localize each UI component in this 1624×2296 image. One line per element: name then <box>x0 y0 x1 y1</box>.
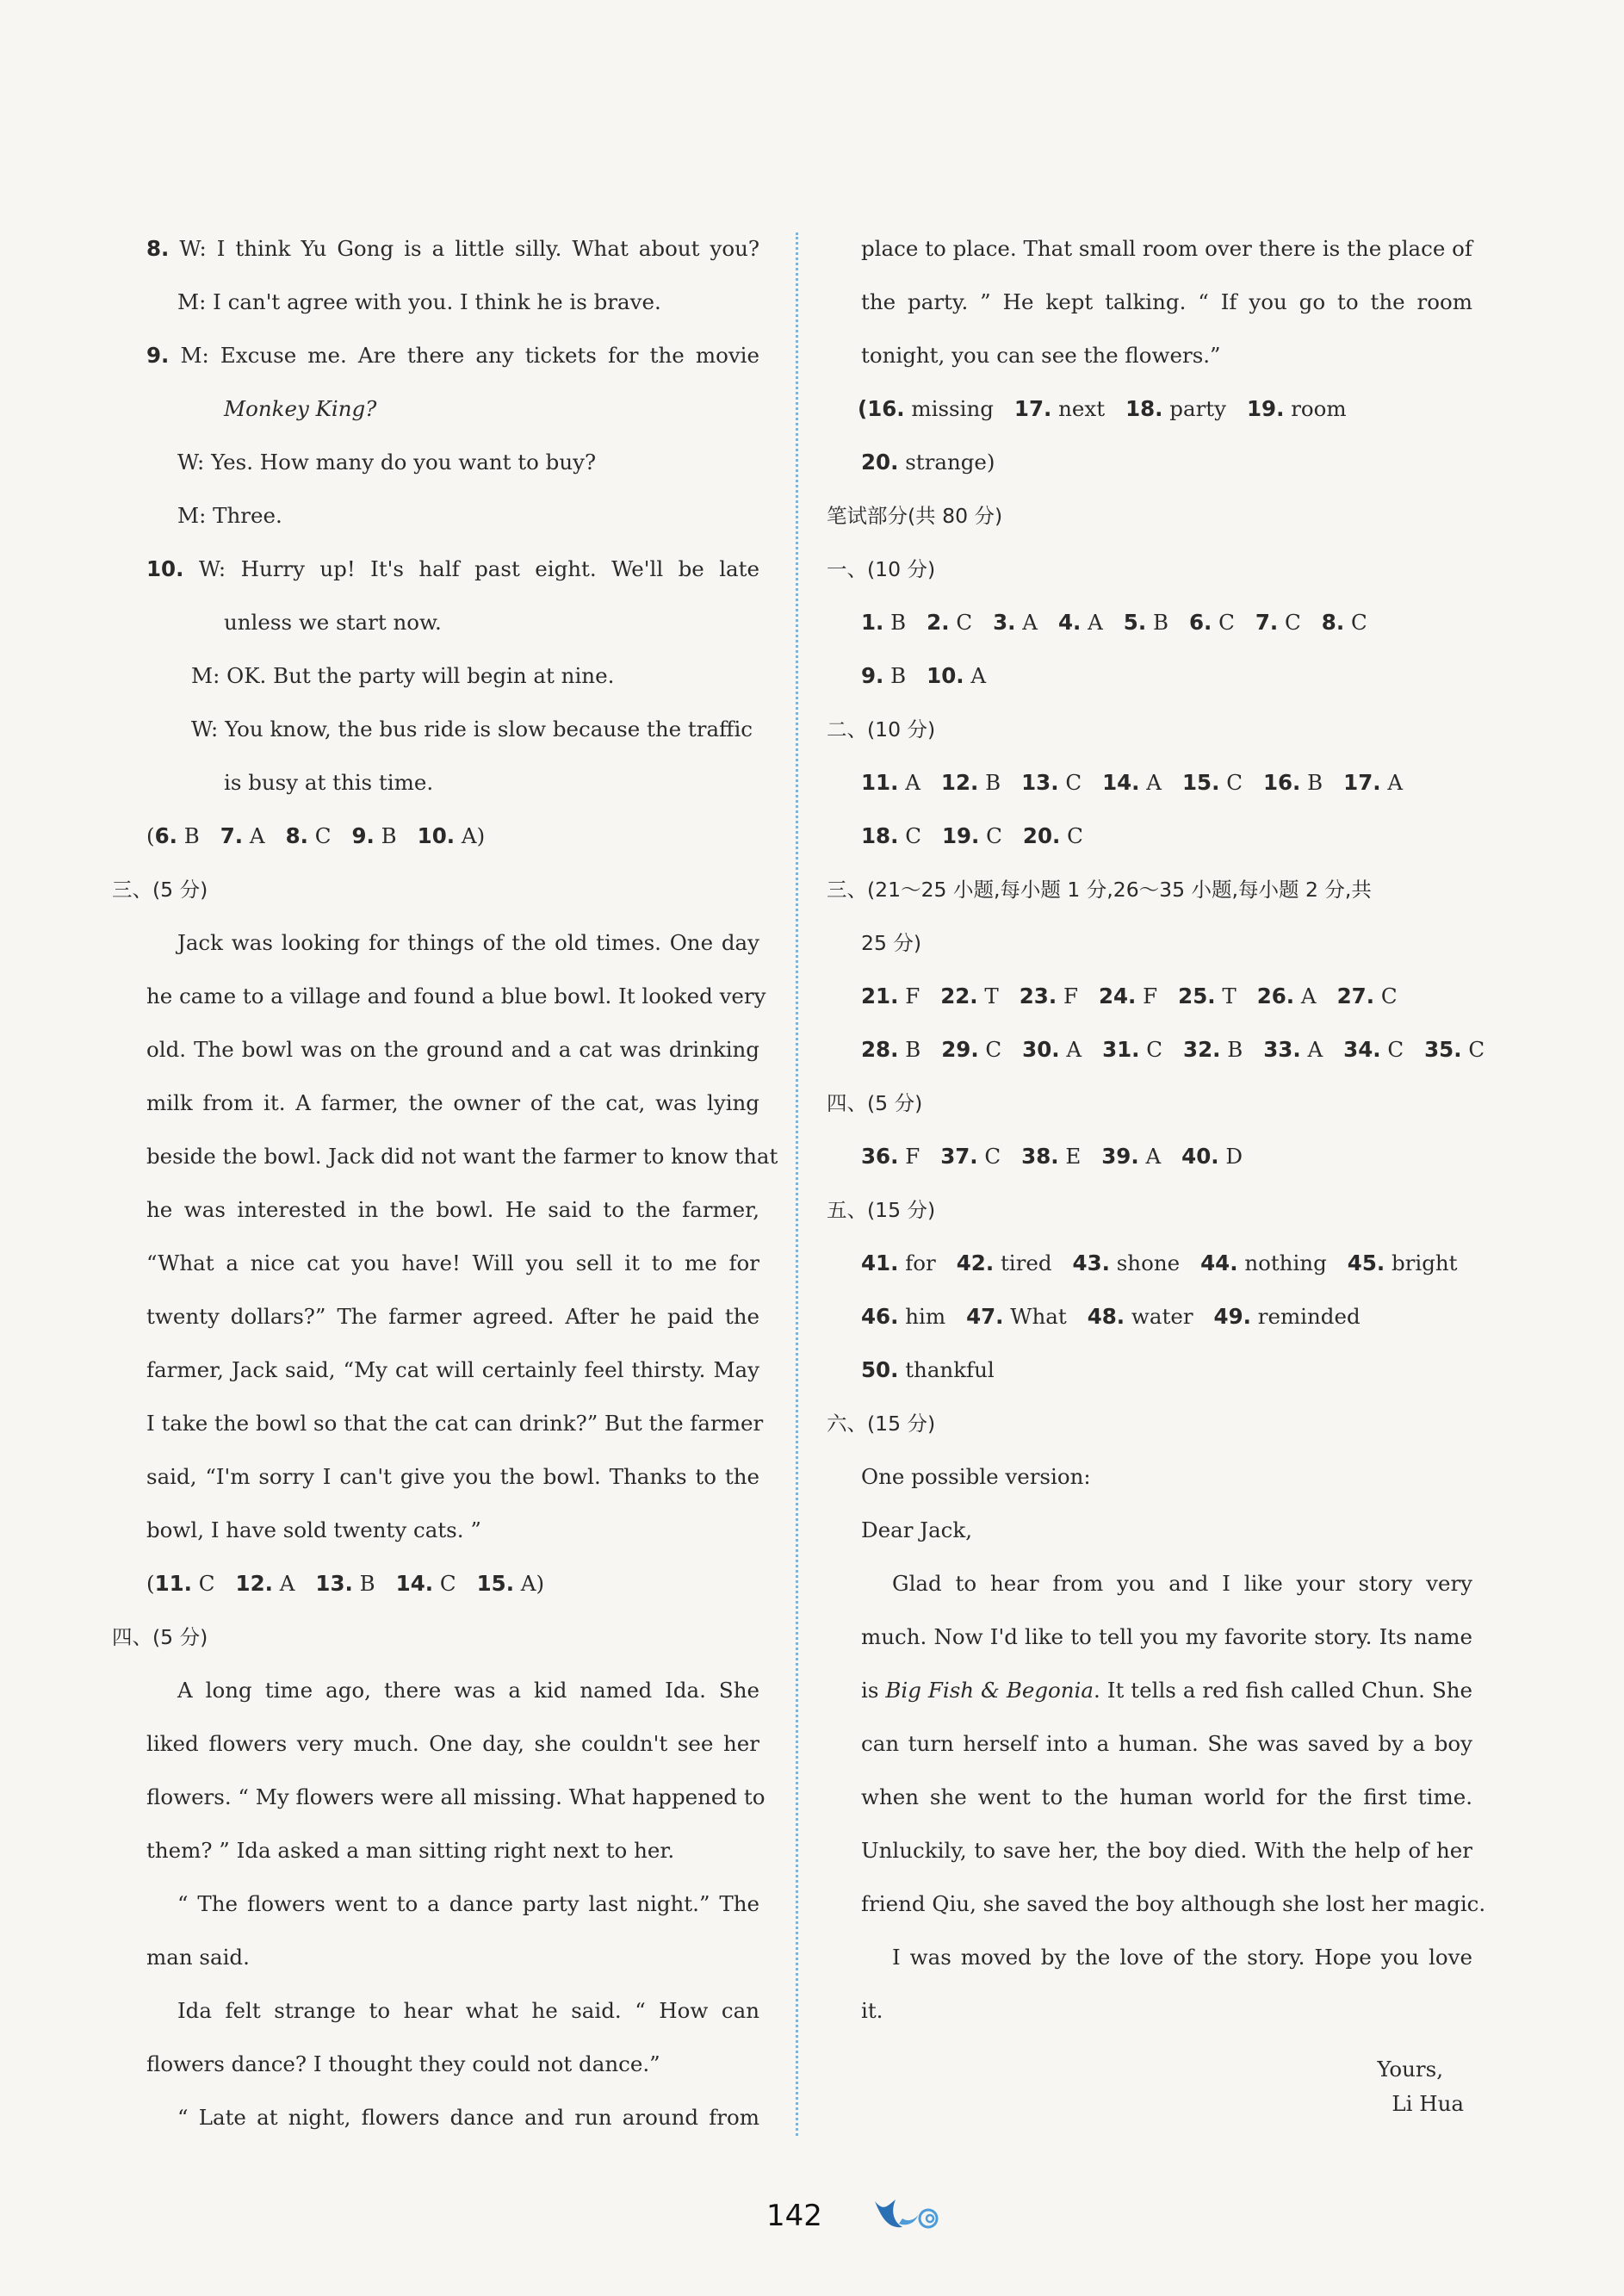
letter-greeting: Dear Jack, <box>861 1517 973 1542</box>
passage-line: milk from it. A farmer, the owner of the cat, was lying <box>146 1090 759 1115</box>
answer-row: 18. C 19. C 20. C <box>861 823 1083 848</box>
answer-row: (6. B 7. A 8. C 9. B 10. A) <box>146 823 486 848</box>
letter-line: when she went to the human world for the first time. <box>861 1784 1472 1809</box>
answer-row: 20. strange) <box>861 450 995 475</box>
answer-row: 41. for 42. tired 43. shone 44. nothing 45. bright <box>861 1250 1458 1275</box>
section-heading: 笔试部分(共 80 分) <box>827 504 1003 528</box>
passage-line: he came to a village and found a blue bowl. It looked very <box>146 984 766 1008</box>
section-heading: 二、(10 分) <box>827 717 936 742</box>
section-heading: 四、(5 分) <box>827 1091 923 1115</box>
letter-signature: Li Hua <box>1392 2091 1464 2116</box>
open-paren: ( <box>146 1571 155 1596</box>
passage-line: man said. <box>146 1945 250 1970</box>
answer-row: 11. A 12. B 13. C 14. A 15. C 16. B 17. A <box>861 770 1404 795</box>
passage-line: old. The bowl was on the ground and a cat was drinking <box>146 1037 759 1062</box>
letter-line: much. Now I'd like to tell you my favorite story. Its name <box>861 1624 1472 1649</box>
swirl-logo-icon <box>870 2193 944 2236</box>
section-heading: 五、(15 分) <box>827 1198 936 1222</box>
answer-row: 9. B 10. A <box>861 663 987 688</box>
answer-row: (16. missing 17. next 18. party 19. room <box>858 396 1347 421</box>
passage-line: said, “I'm sorry I can't give you the bowl. Thanks to the <box>146 1464 759 1489</box>
answer-row: 50. thankful <box>861 1357 995 1382</box>
passage-line: A long time ago, there was a kid named Ida. She <box>177 1678 759 1703</box>
letter-line: Glad to hear from you and I like your story very <box>892 1571 1472 1596</box>
letter-line: is Big Fish & Begonia. It tells a red fish called Chun. She <box>861 1678 1473 1703</box>
dialogue-line: 10. W: Hurry up! It's half past eight. We'll be late <box>146 556 760 581</box>
right-column <box>827 222 1486 2131</box>
passage-line: beside the bowl. Jack did not want the farmer to know that <box>146 1144 778 1169</box>
passage-line: “ The flowers went to a dance party last night.” The <box>177 1891 759 1916</box>
letter-line: Unluckily, to save her, the boy died. With the help of her <box>861 1838 1472 1863</box>
column-divider <box>796 233 798 2136</box>
passage-line: twenty dollars?” The farmer agreed. After he paid the <box>146 1304 759 1329</box>
answer-row: 28. B 29. C 30. A 31. C 32. B 33. A 34. C 35. C <box>861 1037 1485 1062</box>
open-paren: ( <box>146 823 155 848</box>
passage-line: liked flowers very much. One day, she couldn't see her <box>146 1731 759 1756</box>
passage-line: flowers. “ My flowers were all missing. What happened to <box>146 1784 766 1809</box>
passage-line: “What a nice cat you have! Will you sell it to me for <box>146 1250 759 1275</box>
letter-line: it. <box>861 1998 883 2023</box>
letter-line: I was moved by the love of the story. Hope you love <box>892 1945 1472 1970</box>
answer-row: (11. C 12. A 13. B 14. C 15. A) <box>146 1571 545 1596</box>
page-number: 142 <box>766 2199 822 2233</box>
section-heading: 四、(5 分) <box>112 1625 208 1649</box>
answer-row: 46. him 47. What 48. water 49. reminded <box>861 1304 1361 1329</box>
passage-line: tonight, you can see the flowers.” <box>861 343 1221 368</box>
left-column <box>112 222 778 2144</box>
section-heading: 三、(21～25 小题,每小题 1 分,26～35 小题,每小题 2 分,共 <box>827 878 1372 902</box>
passage-line: them? ” Ida asked a man sitting right next to her. <box>146 1838 675 1863</box>
section-heading: 六、(15 分) <box>827 1412 936 1436</box>
passage-line: place to place. That small room over there is the place of <box>861 236 1472 261</box>
letter-line: friend Qiu, she saved the boy although she lost her magic. <box>861 1891 1486 1916</box>
dialogue-line: W: Yes. How many do you want to buy? <box>177 450 597 475</box>
dialogue-line: M: I can't agree with you. I think he is brave. <box>177 289 661 314</box>
answer-row: 21. F 22. T 23. F 24. F 25. T 26. A 27. C <box>861 984 1398 1008</box>
dialogue-line: unless we start now. <box>224 610 442 635</box>
passage-line: I take the bowl so that the cat can drink?” But the farmer <box>146 1411 764 1436</box>
movie-title: Monkey King? <box>224 396 377 421</box>
dialogue-line: 8. W: I think Yu Gong is a little silly. What about you? <box>146 236 759 261</box>
section-heading: 三、(5 分) <box>112 878 208 902</box>
passage-line: the party. ” He kept talking. “ If you go to the room <box>861 289 1472 314</box>
answer-row: 36. F 37. C 38. E 39. A 40. D <box>861 1144 1243 1169</box>
section-heading-cont: 25 分) <box>861 931 922 955</box>
passage-line: “ Late at night, flowers dance and run around from <box>177 2105 759 2130</box>
passage-line: Ida felt strange to hear what he said. “ How can <box>177 1998 759 2023</box>
answer-row: 1. B 2. C 3. A 4. A 5. B 6. C 7. C 8. C <box>861 610 1367 635</box>
passage-line: bowl, I have sold twenty cats. ” <box>146 1517 481 1542</box>
dialogue-line: W: You know, the bus ride is slow because the traffic <box>191 717 753 742</box>
letter-line: can turn herself into a human. She was saved by a boy <box>861 1731 1472 1756</box>
passage-line: farmer, Jack said, “My cat will certainly feel thirsty. May <box>146 1357 759 1382</box>
passage-line: he was interested in the bowl. He said to the farmer, <box>146 1197 759 1222</box>
section-heading: 一、(10 分) <box>827 557 936 581</box>
essay-intro: One possible version: <box>861 1464 1091 1489</box>
dialogue-line: M: OK. But the party will begin at nine. <box>191 663 615 688</box>
letter-closing: Yours, <box>1377 2057 1443 2082</box>
passage-line: flowers dance? I thought they could not dance.” <box>146 2051 660 2076</box>
passage-line: Jack was looking for things of the old times. One day <box>177 930 759 955</box>
dialogue-line: is busy at this time. <box>224 770 434 795</box>
dialogue-line: M: Three. <box>177 503 282 528</box>
dialogue-line: 9. M: Excuse me. Are there any tickets for the movie <box>146 343 759 368</box>
